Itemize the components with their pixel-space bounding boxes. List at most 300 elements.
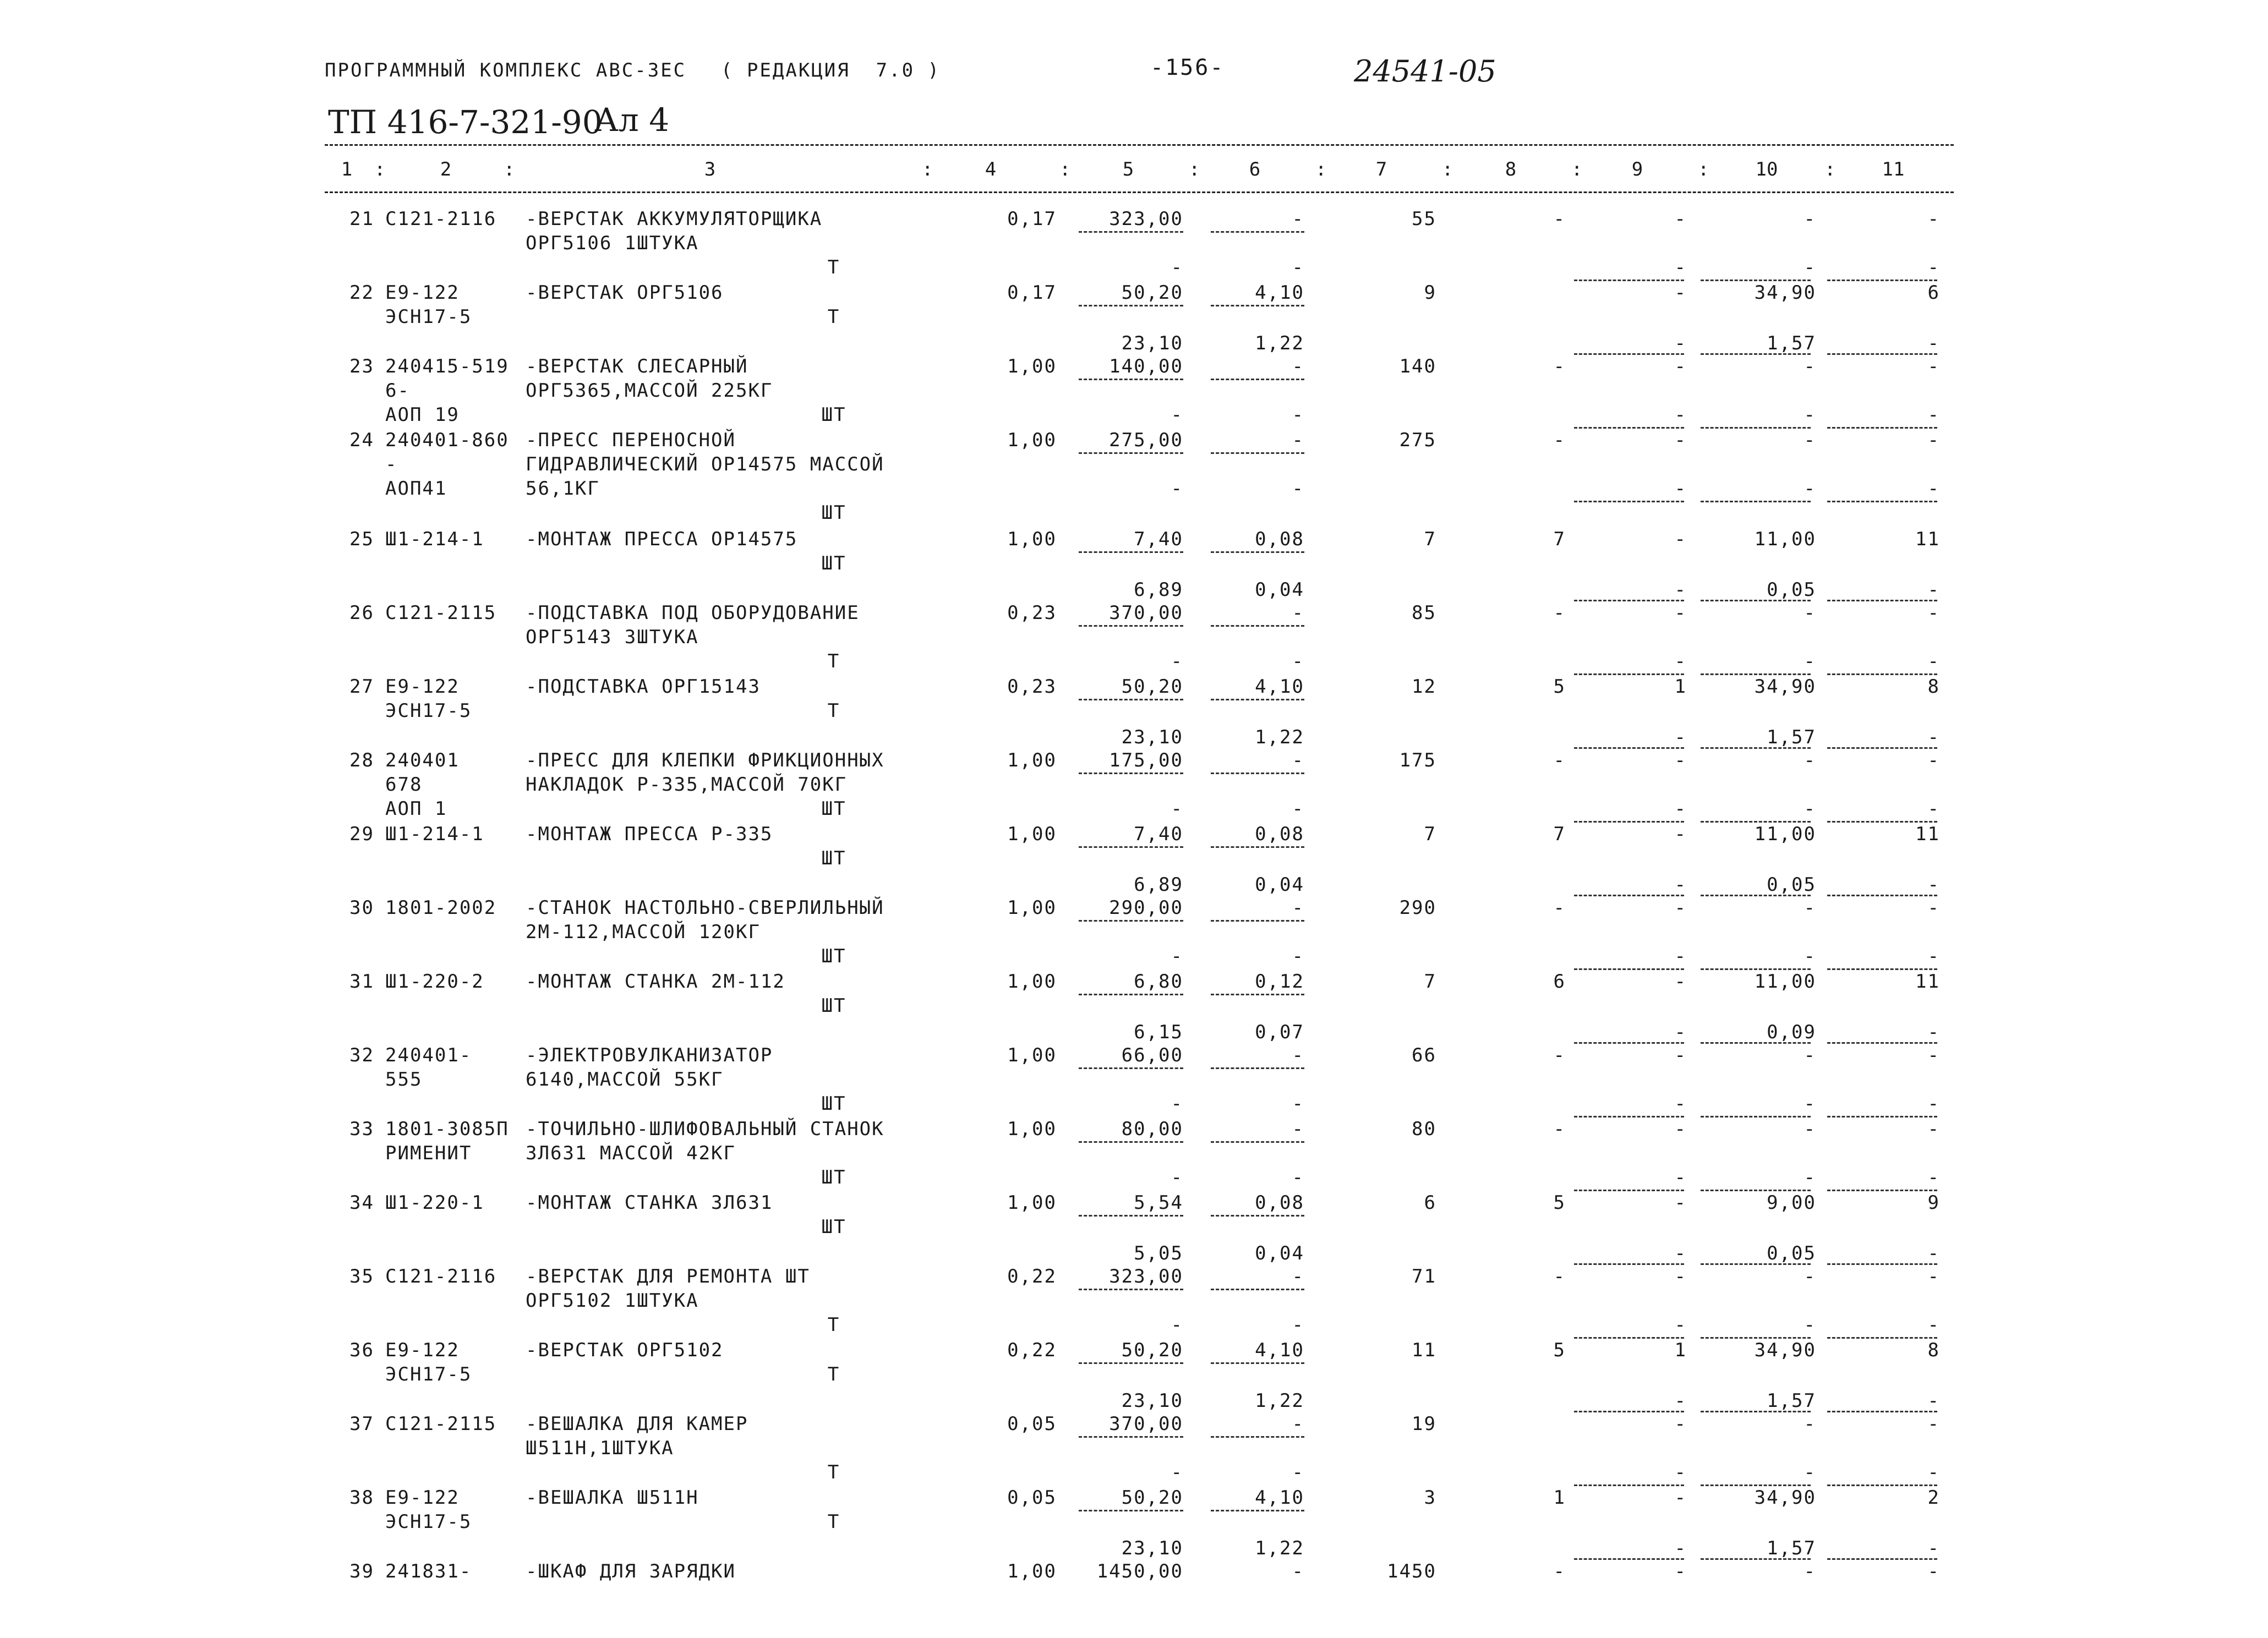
unit-label: ШТ [821, 1093, 846, 1115]
col11-value: - [1927, 1118, 1940, 1140]
col-separator: : [1315, 158, 1327, 180]
col5-sub-value: - [1171, 404, 1183, 426]
col10-value: - [1804, 897, 1816, 919]
quantity: 1,00 [1007, 355, 1057, 377]
col10-value: - [1804, 602, 1816, 624]
col10-value: 11,00 [1754, 528, 1816, 550]
col9-value: - [1674, 1560, 1687, 1582]
col7-value: 140 [1399, 355, 1436, 377]
col10-value: 34,90 [1754, 1487, 1816, 1509]
col9-value: 1 [1674, 676, 1687, 698]
col10-sub-value: - [1804, 256, 1816, 278]
col5-sub-value: 23,10 [1121, 726, 1183, 748]
dashed-separator [1701, 1484, 1811, 1486]
row-number: 38 [349, 1487, 374, 1509]
col5-value: 175,00 [1109, 749, 1183, 771]
dashed-separator [1211, 1510, 1304, 1511]
col11-value: - [1927, 1266, 1940, 1288]
item-name: 2М-112,МАССОЙ 120КГ [526, 921, 761, 943]
col6-value: - [1292, 208, 1304, 230]
col6-sub-value: - [1292, 1461, 1304, 1483]
col6-value: - [1292, 1266, 1304, 1288]
col11-value: 8 [1927, 1339, 1940, 1361]
col9-value: - [1674, 602, 1687, 624]
item-name: -ВЕРСТАК ОРГ5106 [526, 282, 724, 304]
col6-value: 0,08 [1255, 528, 1304, 550]
dashed-separator [1079, 846, 1183, 848]
col6-sub-value: 0,07 [1255, 1021, 1304, 1043]
col9-value: - [1674, 1192, 1687, 1214]
col9-value: - [1674, 971, 1687, 993]
col-separator: : [1824, 158, 1836, 180]
col11-sub-value: - [1927, 1537, 1940, 1559]
col8-value: 7 [1553, 528, 1566, 550]
col10-value: 34,90 [1754, 282, 1816, 304]
quantity: 0,05 [1007, 1413, 1057, 1435]
col10-sub-value: 1,57 [1767, 1390, 1816, 1412]
dashed-separator [1827, 821, 1937, 823]
col9-value: - [1674, 1266, 1687, 1288]
col-header-1: 1 [341, 158, 353, 180]
dashed-separator [1574, 1484, 1684, 1486]
dashed-separator [1574, 673, 1684, 675]
col8-value: - [1553, 1118, 1566, 1140]
sheet-label: Ал 4 [594, 101, 670, 139]
col11-sub-value: - [1927, 579, 1940, 601]
row-number: 23 [349, 355, 374, 377]
col5-sub-value: - [1171, 256, 1183, 278]
dashed-separator [1827, 1190, 1937, 1191]
col-header-4: 4 [985, 158, 997, 180]
col9-sub-value: - [1674, 579, 1687, 601]
position-code: С121-2115 [385, 1413, 497, 1435]
dashed-separator [1574, 427, 1684, 429]
col6-sub-value: - [1292, 798, 1304, 820]
position-code: Е9-122 [385, 1339, 460, 1361]
item-name: -ВЕРСТАК АККУМУЛЯТОРЩИКА [526, 208, 823, 230]
col11-value: - [1927, 355, 1940, 377]
col11-value: 11 [1915, 971, 1940, 993]
col5-value: 1450,00 [1096, 1560, 1183, 1582]
position-code: 240415-519 [385, 355, 509, 377]
position-code: 6- [385, 380, 410, 402]
dashed-separator [1079, 1510, 1183, 1511]
quantity: 1,00 [1007, 1192, 1057, 1214]
col6-sub-value: 0,04 [1255, 579, 1304, 601]
unit-label: Т [827, 1314, 840, 1336]
col6-sub-value: - [1292, 256, 1304, 278]
col5-sub-value: - [1171, 798, 1183, 820]
col9-value: - [1674, 897, 1687, 919]
col5-sub-value: 6,89 [1134, 579, 1183, 601]
unit-label: Т [827, 650, 840, 672]
quantity: 0,22 [1007, 1266, 1057, 1288]
item-name: -МОНТАЖ СТАНКА 3Л631 [526, 1192, 773, 1214]
col9-value: - [1674, 429, 1687, 451]
col-header-10: 10 [1755, 158, 1778, 180]
col5-sub-value: 23,10 [1121, 1537, 1183, 1559]
col10-value: 34,90 [1754, 676, 1816, 698]
col6-value: - [1292, 749, 1304, 771]
col5-sub-value: 5,05 [1134, 1242, 1183, 1264]
dashed-separator [1211, 452, 1304, 454]
row-number: 31 [349, 971, 374, 993]
col6-sub-value: 1,22 [1255, 726, 1304, 748]
col10-sub-value: - [1804, 798, 1816, 820]
col9-sub-value: - [1674, 478, 1687, 500]
col6-sub-value: - [1292, 945, 1304, 967]
col6-sub-value: 1,22 [1255, 1537, 1304, 1559]
col5-sub-value: 23,10 [1121, 332, 1183, 354]
position-code: АОП 19 [385, 404, 460, 426]
header-top-rule [325, 144, 1954, 146]
col-separator: : [1698, 158, 1709, 180]
dashed-separator [1701, 1190, 1811, 1191]
col10-value: 11,00 [1754, 971, 1816, 993]
col8-value: - [1553, 1560, 1566, 1582]
quantity: 0,22 [1007, 1339, 1057, 1361]
unit-label: ШТ [821, 798, 846, 820]
col6-value: 4,10 [1255, 676, 1304, 698]
col6-value: - [1292, 602, 1304, 624]
item-name: -ШКАФ ДЛЯ ЗАРЯДКИ [526, 1560, 736, 1582]
col6-value: - [1292, 1118, 1304, 1140]
dashed-separator [1701, 821, 1811, 823]
col9-sub-value: - [1674, 1166, 1687, 1188]
item-name: -СТАНОК НАСТОЛЬНО-СВЕРЛИЛЬНЫЙ [526, 897, 884, 919]
dashed-separator [1574, 1337, 1684, 1339]
col10-value: - [1804, 355, 1816, 377]
col9-value: - [1674, 1413, 1687, 1435]
dashed-separator [1701, 968, 1811, 970]
dashed-separator [1211, 1067, 1304, 1069]
dashed-separator [1079, 1215, 1183, 1217]
col11-value: - [1927, 429, 1940, 451]
position-code: 240401-860 [385, 429, 509, 451]
col5-sub-value: - [1171, 1093, 1183, 1115]
dashed-separator [1079, 305, 1183, 306]
col10-sub-value: - [1804, 650, 1816, 672]
position-code: - [385, 453, 398, 475]
col6-value: - [1292, 897, 1304, 919]
unit-label: ШТ [821, 847, 846, 869]
dashed-separator [1827, 280, 1937, 281]
dashed-separator [1079, 699, 1183, 700]
quantity: 1,00 [1007, 1560, 1057, 1582]
quantity: 1,00 [1007, 429, 1057, 451]
col10-value: - [1804, 208, 1816, 230]
quantity: 0,17 [1007, 208, 1057, 230]
item-name: -ВЕРСТАК ОРГ5102 [526, 1339, 724, 1361]
position-code: Ш1-214-1 [385, 823, 484, 845]
position-code: АОП41 [385, 478, 447, 500]
col6-sub-value: - [1292, 1314, 1304, 1336]
col9-sub-value: - [1674, 874, 1687, 896]
col8-value: 5 [1553, 676, 1566, 698]
dashed-separator [1701, 501, 1811, 502]
col7-value: 7 [1424, 528, 1436, 550]
col-separator: : [504, 158, 515, 180]
dashed-separator [1211, 1215, 1304, 1217]
position-code: Е9-122 [385, 282, 460, 304]
item-name: ГИДРАВЛИЧЕСКИЙ ОР14575 МАССОЙ [526, 453, 884, 475]
col9-value: - [1674, 282, 1687, 304]
col7-value: 85 [1412, 602, 1436, 624]
col6-sub-value: 1,22 [1255, 1390, 1304, 1412]
dashed-separator [1574, 968, 1684, 970]
col9-sub-value: - [1674, 798, 1687, 820]
row-number: 25 [349, 528, 374, 550]
position-code: Е9-122 [385, 1487, 460, 1509]
col6-sub-value: - [1292, 1093, 1304, 1115]
col6-value: 0,08 [1255, 823, 1304, 845]
col5-value: 275,00 [1109, 429, 1183, 451]
unit-label: Т [827, 306, 840, 328]
dashed-separator [1574, 501, 1684, 502]
col5-sub-value: - [1171, 650, 1183, 672]
col9-sub-value: - [1674, 1242, 1687, 1264]
col10-sub-value: 0,09 [1767, 1021, 1816, 1043]
col9-sub-value: - [1674, 332, 1687, 354]
position-code: РИМЕНИТ [385, 1142, 472, 1164]
dashed-separator [1079, 1436, 1183, 1438]
col5-sub-value: - [1171, 1166, 1183, 1188]
dashed-separator [1079, 773, 1183, 774]
col9-value: - [1674, 749, 1687, 771]
dashed-separator [1574, 821, 1684, 823]
row-number: 36 [349, 1339, 374, 1361]
col9-sub-value: - [1674, 945, 1687, 967]
col8-value: - [1553, 1266, 1566, 1288]
item-name: 6140,МАССОЙ 55КГ [526, 1069, 724, 1091]
col8-value: - [1553, 749, 1566, 771]
col7-value: 80 [1412, 1118, 1436, 1140]
col-header-5: 5 [1122, 158, 1134, 180]
col6-value: 4,10 [1255, 1339, 1304, 1361]
item-name: -ВЕРСТАК СЛЕСАРНЫЙ [526, 355, 748, 377]
page-number: -156- [1150, 55, 1225, 80]
col5-sub-value: - [1171, 478, 1183, 500]
dashed-separator [1211, 625, 1304, 627]
col5-sub-value: 23,10 [1121, 1390, 1183, 1412]
quantity: 1,00 [1007, 528, 1057, 550]
col11-sub-value: - [1927, 1390, 1940, 1412]
dashed-separator [1079, 625, 1183, 627]
col8-value: - [1553, 897, 1566, 919]
position-code: 1801-2002 [385, 897, 497, 919]
position-code: С121-2116 [385, 1266, 497, 1288]
row-number: 35 [349, 1266, 374, 1288]
col11-sub-value: - [1927, 798, 1940, 820]
col6-value: - [1292, 355, 1304, 377]
col5-value: 323,00 [1109, 1266, 1183, 1288]
dashed-separator [1079, 231, 1183, 233]
col11-sub-value: - [1927, 1093, 1940, 1115]
col6-value: - [1292, 1044, 1304, 1066]
col7-value: 290 [1399, 897, 1436, 919]
item-name: -МОНТАЖ СТАНКА 2М-112 [526, 971, 785, 993]
unit-label: ШТ [821, 502, 846, 524]
dashed-separator [1211, 231, 1304, 233]
col9-sub-value: - [1674, 1461, 1687, 1483]
col11-value: 2 [1927, 1487, 1940, 1509]
col-header-2: 2 [440, 158, 452, 180]
unit-label: Т [827, 700, 840, 722]
col10-sub-value: - [1804, 945, 1816, 967]
col5-value: 290,00 [1109, 897, 1183, 919]
item-name: -ПОДСТАВКА ОРГ15143 [526, 676, 761, 698]
col10-sub-value: - [1804, 1461, 1816, 1483]
col-separator: : [1059, 158, 1071, 180]
col6-value: 4,10 [1255, 282, 1304, 304]
dashed-separator [1701, 673, 1811, 675]
col9-sub-value: - [1674, 1390, 1687, 1412]
quantity: 1,00 [1007, 1044, 1057, 1066]
col11-sub-value: - [1927, 256, 1940, 278]
col6-value: 4,10 [1255, 1487, 1304, 1509]
col6-sub-value: 0,04 [1255, 1242, 1304, 1264]
quantity: 0,23 [1007, 602, 1057, 624]
col5-value: 50,20 [1121, 676, 1183, 698]
col11-value: - [1927, 1413, 1940, 1435]
col-header-7: 7 [1375, 158, 1387, 180]
item-name: 56,1КГ [526, 478, 600, 500]
position-code: ЭСН17-5 [385, 700, 472, 722]
col6-sub-value: - [1292, 478, 1304, 500]
col11-value: 6 [1927, 282, 1940, 304]
col5-value: 7,40 [1134, 528, 1183, 550]
col9-sub-value: - [1674, 1093, 1687, 1115]
col7-value: 7 [1424, 823, 1436, 845]
handwritten-number: 24541-05 [1354, 54, 1496, 89]
dashed-separator [1701, 1116, 1811, 1117]
col9-sub-value: - [1674, 650, 1687, 672]
col11-value: - [1927, 1044, 1940, 1066]
col9-sub-value: - [1674, 1021, 1687, 1043]
col5-value: 6,80 [1134, 971, 1183, 993]
dashed-separator [1701, 427, 1811, 429]
col7-value: 71 [1412, 1266, 1436, 1288]
unit-label: Т [827, 1461, 840, 1483]
col5-sub-value: 6,15 [1134, 1021, 1183, 1043]
dashed-separator [1079, 920, 1183, 922]
row-number: 28 [349, 749, 374, 771]
col5-value: 370,00 [1109, 1413, 1183, 1435]
dashed-separator [1574, 1190, 1684, 1191]
col5-value: 50,20 [1121, 1339, 1183, 1361]
item-name: ОРГ5106 1ШТУКА [526, 232, 699, 254]
col10-value: 11,00 [1754, 823, 1816, 845]
col6-sub-value: 1,22 [1255, 332, 1304, 354]
col11-sub-value: - [1927, 404, 1940, 426]
row-number: 37 [349, 1413, 374, 1435]
col10-value: 9,00 [1767, 1192, 1816, 1214]
dashed-separator [1079, 1067, 1183, 1069]
quantity: 0,23 [1007, 676, 1057, 698]
unit-label: Т [827, 1511, 840, 1533]
col11-sub-value: - [1927, 726, 1940, 748]
dashed-separator [1211, 1436, 1304, 1438]
col11-sub-value: - [1927, 1461, 1940, 1483]
col9-value: - [1674, 1044, 1687, 1066]
dashed-separator [1574, 280, 1684, 281]
col11-value: - [1927, 602, 1940, 624]
dashed-separator [1827, 1116, 1937, 1117]
dashed-separator [1827, 968, 1937, 970]
col5-sub-value: 6,89 [1134, 874, 1183, 896]
dashed-separator [1211, 305, 1304, 306]
col9-sub-value: - [1674, 1314, 1687, 1336]
col8-value: - [1553, 429, 1566, 451]
col-separator: : [374, 158, 386, 180]
dashed-separator [1211, 551, 1304, 553]
item-name: ОРГ5365,МАССОЙ 225КГ [526, 380, 773, 402]
dashed-separator [1211, 699, 1304, 700]
dashed-separator [1827, 501, 1937, 502]
col10-value: 34,90 [1754, 1339, 1816, 1361]
row-number: 24 [349, 429, 374, 451]
dashed-separator [1079, 1289, 1183, 1290]
col8-value: - [1553, 1044, 1566, 1066]
col10-value: - [1804, 1413, 1816, 1435]
col7-value: 3 [1424, 1487, 1436, 1509]
col8-value: 7 [1553, 823, 1566, 845]
col10-sub-value: - [1804, 1093, 1816, 1115]
col7-value: 66 [1412, 1044, 1436, 1066]
dashed-separator [1211, 920, 1304, 922]
col10-sub-value: 0,05 [1767, 874, 1816, 896]
item-name: -ПРЕСС ПЕРЕНОСНОЙ [526, 429, 736, 451]
col7-value: 9 [1424, 282, 1436, 304]
col-header-6: 6 [1249, 158, 1261, 180]
col6-value: - [1292, 1413, 1304, 1435]
position-code: С121-2115 [385, 602, 497, 624]
unit-label: Т [827, 256, 840, 278]
col11-sub-value: - [1927, 1242, 1940, 1264]
position-code: 240401 [385, 749, 460, 771]
position-code: 555 [385, 1069, 423, 1091]
col5-value: 370,00 [1109, 602, 1183, 624]
col5-value: 80,00 [1121, 1118, 1183, 1140]
col11-value: 11 [1915, 823, 1940, 845]
col11-value: - [1927, 1560, 1940, 1582]
col7-value: 1450 [1387, 1560, 1436, 1582]
col7-value: 55 [1412, 208, 1436, 230]
col7-value: 7 [1424, 971, 1436, 993]
position-code: С121-2116 [385, 208, 497, 230]
col10-sub-value: 1,57 [1767, 332, 1816, 354]
row-number: 34 [349, 1192, 374, 1214]
col10-value: - [1804, 1560, 1816, 1582]
col8-value: 6 [1553, 971, 1566, 993]
row-number: 26 [349, 602, 374, 624]
col9-value: - [1674, 823, 1687, 845]
col9-sub-value: - [1674, 1537, 1687, 1559]
row-number: 29 [349, 823, 374, 845]
col7-value: 275 [1399, 429, 1436, 451]
dashed-separator [1079, 1141, 1183, 1143]
col-header-8: 8 [1505, 158, 1517, 180]
col10-value: - [1804, 429, 1816, 451]
col8-value: - [1553, 355, 1566, 377]
row-number: 27 [349, 676, 374, 698]
col8-value: 1 [1553, 1487, 1566, 1509]
quantity: 0,17 [1007, 282, 1057, 304]
item-name: -ПРЕСС ДЛЯ КЛЕПКИ ФРИКЦИОННЫХ [526, 749, 884, 771]
dashed-separator [1079, 1362, 1183, 1364]
col6-sub-value: - [1292, 650, 1304, 672]
col10-sub-value: - [1804, 1314, 1816, 1336]
